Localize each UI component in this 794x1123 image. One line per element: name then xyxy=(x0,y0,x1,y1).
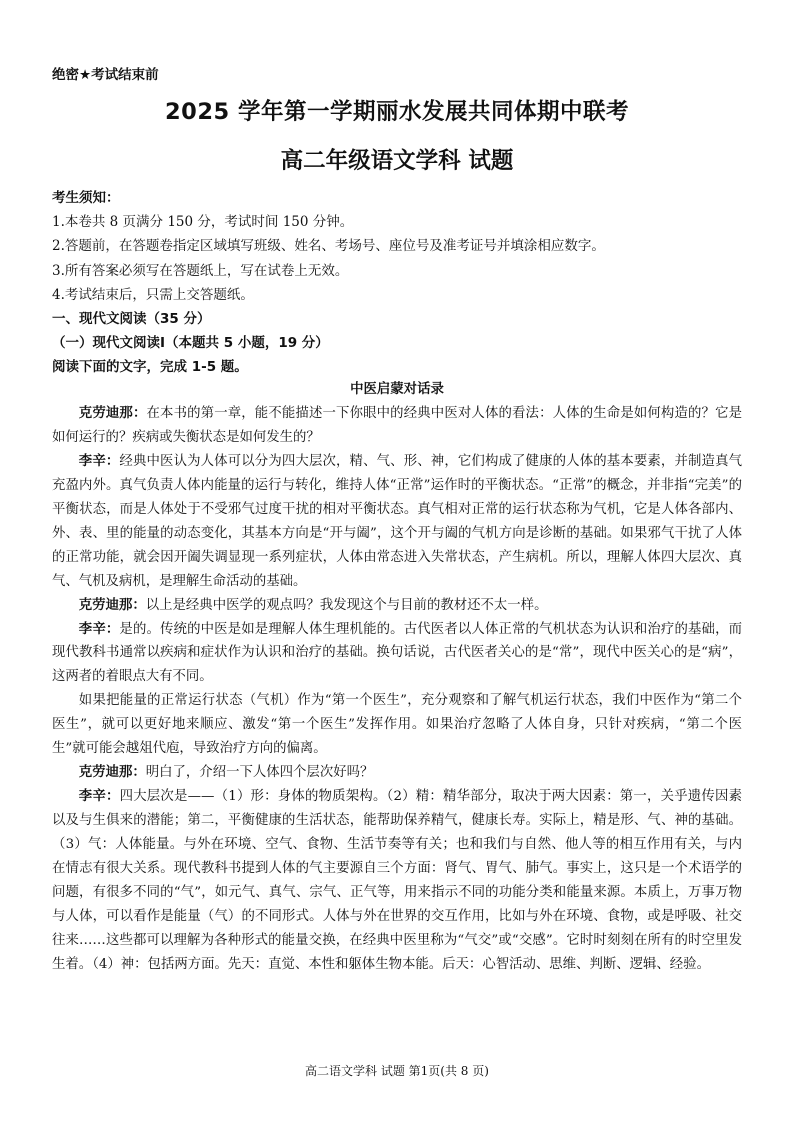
dialogue-paragraph xyxy=(52,689,742,761)
paragraph-text: 在本书的第一章，能不能描述一下你眼中的经典中医对人体的看法：人体的生命是如何构造的？它是如何运行的？疾病或失衡状态是如何发生的？ xyxy=(52,405,743,445)
section-title: 一、现代文阅读（35 分） xyxy=(52,311,211,328)
secret-label: 绝密★考试结束前 xyxy=(52,67,159,83)
dialogue-paragraph xyxy=(52,450,742,594)
exam-subtitle: 高二年级语文学科 试题 xyxy=(280,148,514,174)
notes-item: 1.本卷共 8 页满分 150 分，考试时间 150 分钟。 xyxy=(52,214,354,231)
speaker-name: 克劳迪那： xyxy=(78,405,147,421)
paragraph-text: 是的。传统的中医是如是理解人体生理机能的。古代医者以人体正常的气机状态为认识和治疗的基础，而现代教科书通常以疾病和症状作为认识和治疗的基础。换句话说，古代医者关心的是“常”，现代中医关心的是“病”，这两者的着眼点大有不同。 xyxy=(52,621,743,685)
paragraph-text: 经典中医认为人体可以分为四大层次，精、气、形、神，它们构成了健康的人体的基本要素，并制造真气充盈内外。真气负责人体内能量的运行与转化，维持人体“正常”运作时的平衡状态。“正常”的概念，并非指“完美”的平衡状态，而是人体处于不受邪气过度干扰的相对平衡状态。真气相对正常的运行状态称为气机，它是人体各部内、外、表、里的能量的动态变化，其基本方向是“开与阖”，这个开与阖的气机方向是诊断的基础。如果邪气干扰了人体的正常功能，就会因开阖失调显现一系列症状，人体由常态进入失常状态，产生病机。所以，理解人体四大层次、真气、气机及病机，是理解生命活动的基础。 xyxy=(52,453,743,589)
speaker-name: 克劳迪那： xyxy=(78,597,146,613)
paragraph-text: 以上是经典中医学的观点吗？我发现这个与目前的教材还不太一样。 xyxy=(145,597,548,613)
dialogue-paragraph xyxy=(52,402,742,450)
speaker-name: 李辛： xyxy=(78,789,120,805)
dialogue-paragraph xyxy=(52,594,742,618)
paragraph-text: 如果把能量的正常运行状态（气机）作为“第一个医生”，充分观察和了解气机运行状态，我们中医作为“第二个医生”，就可以更好地来顺应、激发“第一个医生”发挥作用。如果治疗忽略了人体自身，只针对疾病，“第二个医生”就可能会越俎代庖，导致治疗方向的偏离。 xyxy=(52,693,742,757)
notes-heading: 考生须知： xyxy=(52,190,120,206)
page-footer: 高二语文学科 试题 第1页(共 8 页) xyxy=(305,1064,489,1078)
notes-item: 4.考试结束后，只需上交答题纸。 xyxy=(52,286,254,303)
paragraph-text: 明白了，介绍一下人体四个层次好吗？ xyxy=(145,765,374,781)
paragraph-text: 四大层次是——（1）形：身体的物质架构。（2）精：精华部分，取决于两大因素：第一，关乎遗传因素以及与生俱来的潜能；第二，平衡健康的生活状态，能帮助保养精气，健康长寿。实际上，精是形、气、神的基础。（3）气：人体能量。与外在环境、空气、食物、生活节奏等有关；也和我们与自然、他人等的相互作用有关，与内在情志有很大关系。现代教科书提到人体的气主要源自三个方面：肾气、胃气、肺气。事实上，这只是一个术语学的问题，有很多不同的“气”，如元气、真气、宗气、正气等，用来指示不同的功能分类和能量来源。本质上，万事万物与人体，可以看作是能量（气）的不同形式。人体与外在世界的交互作用，比如与外在环境、食物，或是呼吸、社交往来……这些都可以理解为各种形式的能量交换，在经典中医里称为“气交”或“交感”。它时时刻刻在所有的时空里发生着。（4）神：包括两方面。先天：直觉、本性和躯体生物本能。后天：心智活动、思维、判断、逻辑、经验。 xyxy=(52,789,743,972)
dialogue-paragraph xyxy=(52,618,742,690)
notes-item: 2.答题前，在答题卷指定区域填写班级、姓名、考场号、座位号及准考证号并填涂相应数字。 xyxy=(52,238,605,255)
notes-item: 3.所有答案必须写在答题纸上，写在试卷上无效。 xyxy=(52,262,349,279)
dialogue-paragraph xyxy=(52,761,742,785)
article-title: 中医启蒙对话录 xyxy=(350,382,444,397)
speaker-name: 李辛： xyxy=(78,453,120,469)
dialogue-paragraph xyxy=(52,785,742,977)
reading-instruction: 阅读下面的文字，完成 1-5 题。 xyxy=(52,359,248,376)
exam-notes xyxy=(52,186,752,380)
speaker-name: 李辛： xyxy=(78,621,120,637)
subsection-title: （一）现代文阅读Ⅰ（本题共 5 小题，19 分） xyxy=(52,335,329,352)
reading-article xyxy=(52,378,742,977)
speaker-name: 克劳迪那： xyxy=(78,765,146,781)
exam-title: 2025 学年第一学期丽水发展共同体期中联考 xyxy=(165,99,629,125)
